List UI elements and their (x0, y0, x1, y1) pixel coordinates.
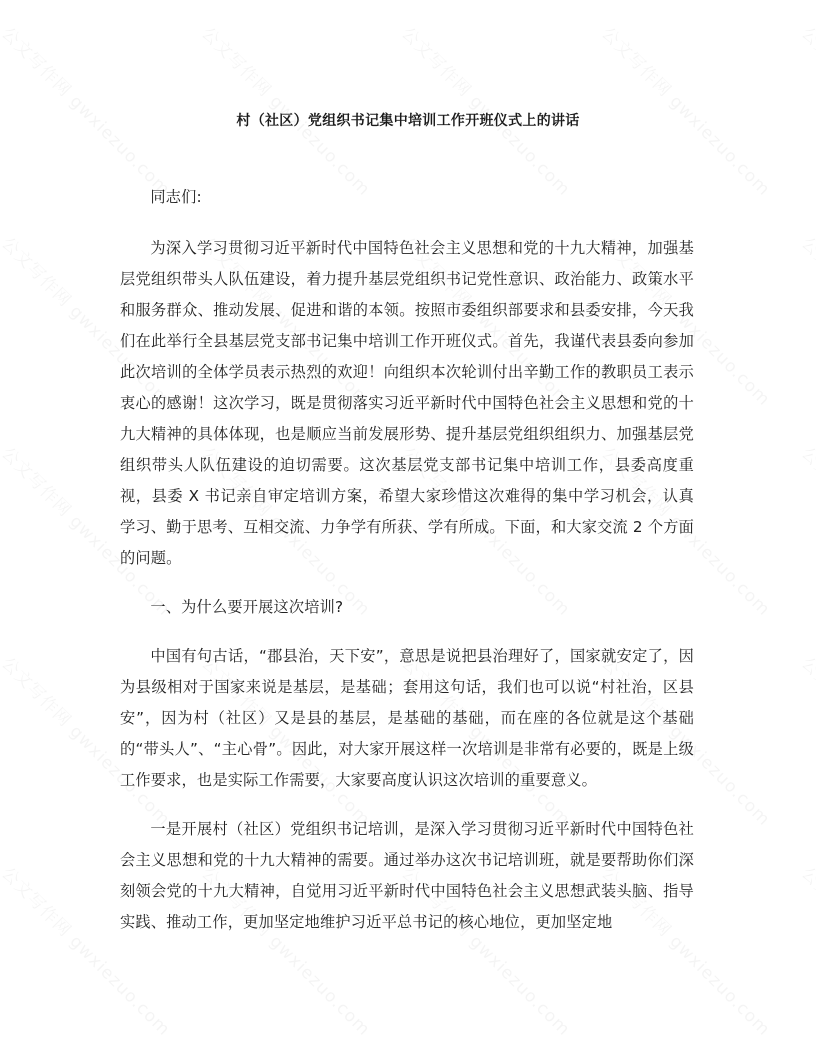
document-body (120, 182, 694, 938)
body-paragraph: 中国有句古话，“郡县治，天下安”，意思是说把县治理好了，国家就安定了，因为县级相对于国家来说是基层，是基础；套用这句话，我们也可以说“村社治，区县安”，因为村（社区）又是县的基层，是基础的基础，而在座的各位就是这个基础的“带头人”、“主心骨”。因此，对大家开展这样一次培训是非常有必要的，既是上级工作要求，也是实际工作需要，大家要高度认识这次培训的重要意义。 (120, 647, 694, 789)
watermark-text (797, 650, 816, 830)
greeting-paragraph: 同志们: (150, 188, 202, 206)
watermark-text (797, 440, 816, 620)
intro-paragraph: 为深入学习贯彻习近平新时代中国特色社会主义思想和党的十九大精神，加强基层党组织带头人队伍建设，着力提升基层党组织书记党性意识、政治能力、政策水平和服务群众、推动发展、促进和谐的本领。按照市委组织部要求和县委安排，今天我们在此举行全县基层党支部书记集中培训工作开班仪式。首先，我谨代表县委向参加此次培训的全体学员表示热烈的欢迎！向组织本次轮训付出辛勤工作的教职员工表示衷心的感谢！这次学习，既是贯彻落实习近平新时代中国特色社会主义思想和党的十九大精神的具体体现，也是顺应当前发展形势、提升基层党组织组织力、加强基层党组织带头人队伍建设的迫切需要。这次基层党支部书记集中培训工作，县委高度重视，县委 X 书记亲自审定培训方案，希望大家珍惜这次难得的集中学习机会，认真学习、勤于思考、互相交流、力争学有所获、学有所成。下面，和大家交流 2 个方面的问题。 (120, 239, 694, 567)
body-paragraph: 一是开展村（社区）党组织书记培训，是深入学习贯彻习近平新时代中国特色社会主义思想和党的十九大精神的需要。通过举办这次书记培训班，就是要帮助你们深刻领会党的十九大精神，自觉用习近平新时代中国特色社会主义思想武装头脑、指导实践、推动工作，更加坚定地维护习近平总书记的核心地位，更加坚定地 (120, 820, 694, 931)
document-title: 村（社区）党组织书记集中培训工作开班仪式上的讲话 (236, 113, 580, 130)
watermark-text (797, 860, 816, 1040)
watermark-text (797, 230, 816, 410)
section-heading: 一、为什么要开展这次培训? (150, 598, 344, 616)
